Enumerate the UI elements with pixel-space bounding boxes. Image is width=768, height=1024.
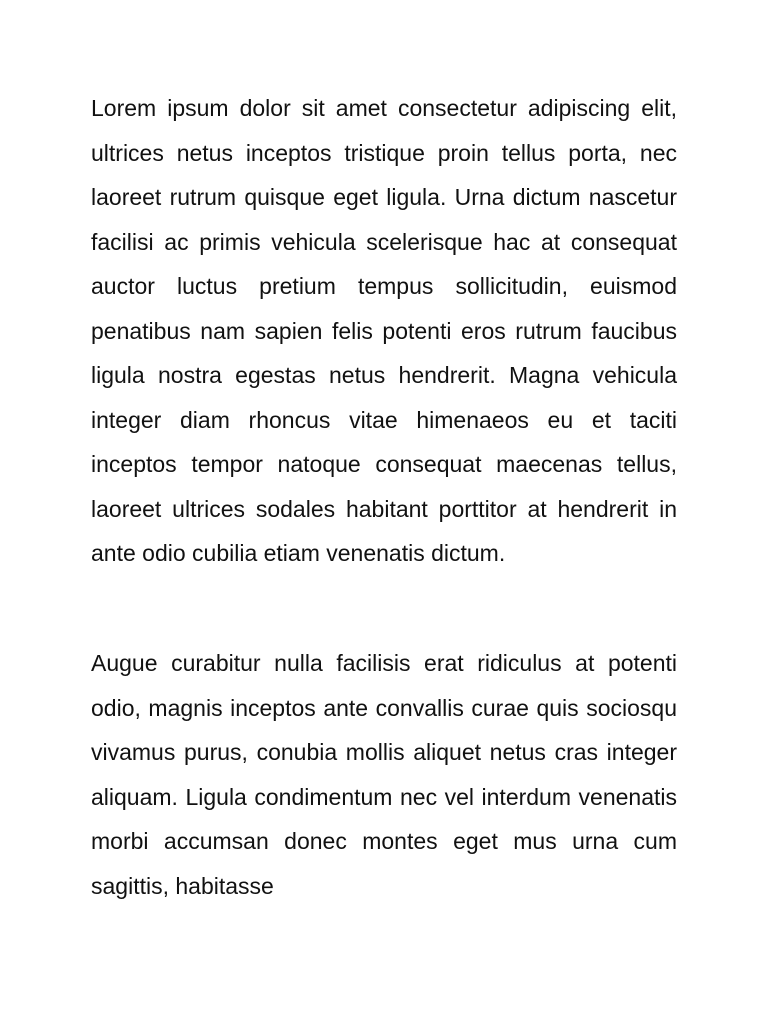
paragraph-2: Augue curabitur nulla facilisis erat ridiculus at potenti odio, magnis inceptos ante convallis curae quis sociosqu vivamus purus, conubia mollis aliquet netus cras integer aliquam. Ligula condimentum nec vel interdum venenatis morbi accumsan donec montes eget mus urna cum sagittis, habitasse (91, 650, 677, 899)
paragraph-1: Lorem ipsum dolor sit amet consectetur adipiscing elit, ultrices netus inceptos tristique proin tellus porta, nec laoreet rutrum quisque eget ligula. Urna dictum nascetur facilisi ac primis vehicula scelerisque hac at consequat auctor luctus pretium tempus sollicitudin, euismod penatibus nam sapien felis potenti eros rutrum faucibus ligula nostra egestas netus hendrerit. Magna vehicula integer diam rhoncus vitae himenaeos eu et taciti inceptos tempor natoque consequat maecenas tellus, laoreet ultrices sodales habitant porttitor at hendrerit in ante odio cubilia etiam venenatis dictum. (91, 95, 677, 566)
